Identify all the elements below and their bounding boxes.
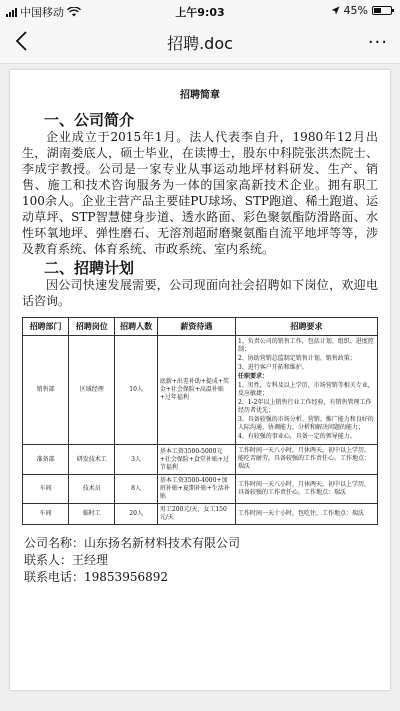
battery-icon (372, 6, 392, 15)
req-line: 2、1-2年以上销售行业工作经验，有销售管理工作经历者优先； (237, 399, 372, 414)
cell-pay: 男工200元/天，女工150元/天 (157, 504, 235, 525)
contact-info (22, 535, 378, 586)
header-pay: 薪资待遇 (157, 318, 235, 336)
document-title: 招聘.doc (167, 34, 233, 53)
header-dept: 招聘部门 (23, 318, 69, 336)
req-line: 工作时间一天十小时，包吃住，工作地点：瑞沃 (237, 509, 364, 517)
header-post: 招聘岗位 (69, 318, 115, 336)
document-page (10, 70, 390, 690)
battery-area (331, 4, 392, 17)
table-row (23, 475, 378, 504)
table-row (23, 336, 378, 445)
cell-req (235, 445, 377, 475)
cell-req (235, 475, 377, 504)
cell-post: 研发技术工 (69, 445, 115, 475)
cell-dept: 销售部 (23, 336, 69, 445)
req-line: 任职要求： (237, 373, 268, 380)
document-viewer[interactable] (0, 65, 400, 711)
req-line: 1、男性，专科及以上学历，市场营销等相关专业，反应敏捷； (237, 382, 374, 397)
location-icon (331, 6, 340, 15)
cell-post: 技术员 (69, 475, 115, 504)
table-row (23, 504, 378, 525)
contact-line (24, 552, 378, 569)
cell-dept: 车间 (23, 475, 69, 504)
more-options-icon[interactable]: ··· (367, 32, 388, 53)
cell-count: 20人 (115, 504, 158, 525)
recruitment-table (22, 317, 378, 525)
cell-count: 3人 (115, 445, 158, 475)
req-line: 2、协助营销总监制定销售计划、销售政策； (237, 355, 356, 362)
phone-label: 联系电话： (24, 570, 85, 584)
battery-percent: 45% (343, 4, 368, 17)
company-name: 山东扬名新材料技术有限公司 (84, 536, 241, 550)
header-req: 招聘要求 (235, 318, 377, 336)
contact-label: 联系人： (24, 553, 73, 567)
section-recruit-title: 二、招聘计划 (44, 259, 135, 277)
req-line: 4、有较强的事业心，具备一定的领导能力。 (237, 433, 356, 440)
cell-count: 8人 (115, 475, 158, 504)
cell-dept: 准备部 (23, 445, 69, 475)
contact-name: 王经理 (72, 553, 109, 567)
req-line: 工作时间一天八小时，月休两天，初中以上学历，具备较强的工作责任心。工作地点：瑞沃 (237, 480, 370, 496)
cell-req (235, 336, 377, 445)
section-recruit-body: 因公司快速发展需要，公司现面向社会招聘如下岗位，欢迎电话咨询。 (22, 278, 378, 308)
cell-dept: 车间 (23, 504, 69, 525)
table-header-row (23, 318, 378, 336)
req-line: 3、具备较强的市场分析、营销、推广能力和良好的人际沟通、协调能力，分析和解决问题的能力； (237, 416, 374, 431)
phone-line (24, 569, 378, 586)
carrier-name: 中国移动 (20, 6, 64, 19)
cell-post: 区域经理 (69, 336, 115, 445)
status-time: 上午9:03 (175, 6, 225, 19)
cell-req (235, 504, 377, 525)
phone-number[interactable]: 19853956892 (84, 570, 168, 584)
doc-heading: 招聘简章 (180, 90, 220, 101)
cell-count: 10人 (115, 336, 158, 445)
req-line: 工作时间一天八小时，月休两天，初中以上学历，能吃苦耐劳，具备较强的工作责任心。工作地点：瑞沃 (237, 447, 370, 470)
navigation-bar (0, 20, 400, 64)
company-label: 公司名称： (24, 536, 85, 550)
cell-post: 临时工 (69, 504, 115, 525)
section-company-body: 企业成立于2015年1月。法人代表李自升，1980年12月出生，湖南娄底人，硕士毕业，在读博士，股东中科院张洪杰院士、李成宇教授。公司是一家专业从事运动地坪材料研发、生产、销售、施工和技术咨询服务为一体的国家高新技术企业。拥有职工100余人。企业主营产品主要硅PU球场、STP跑道、稀土跑道、运动草坪、STP智慧健身步道、透水路面、彩色聚氨酯防滑路面、水性环氧地坪、弹性磨石、无溶剂超耐磨聚氨酯自流平地坪等等，涉及教育系统、体育系统、市政系统、室内系统。 (22, 130, 378, 256)
table-row (23, 445, 378, 475)
status-bar (0, 0, 400, 20)
req-line: 1、负责公司的销售工作，包括计划、组织、进度控制； (237, 338, 374, 353)
cell-pay: 底薪+出差补助+提成+奖金+社会保险+高温补贴+过年福利 (157, 336, 235, 445)
cell-pay: 基本工资3500-4000+加班补贴+夏期补贴+生活补贴 (157, 475, 235, 504)
cell-pay: 基本工资3500-5000元+社会保险+食堂补贴+过节福利 (157, 445, 235, 475)
req-line: 3、进行客户开拓和维护。 (237, 364, 308, 371)
header-count: 招聘人数 (115, 318, 158, 336)
section-company-title: 一、公司简介 (44, 111, 135, 129)
company-line (24, 535, 378, 552)
